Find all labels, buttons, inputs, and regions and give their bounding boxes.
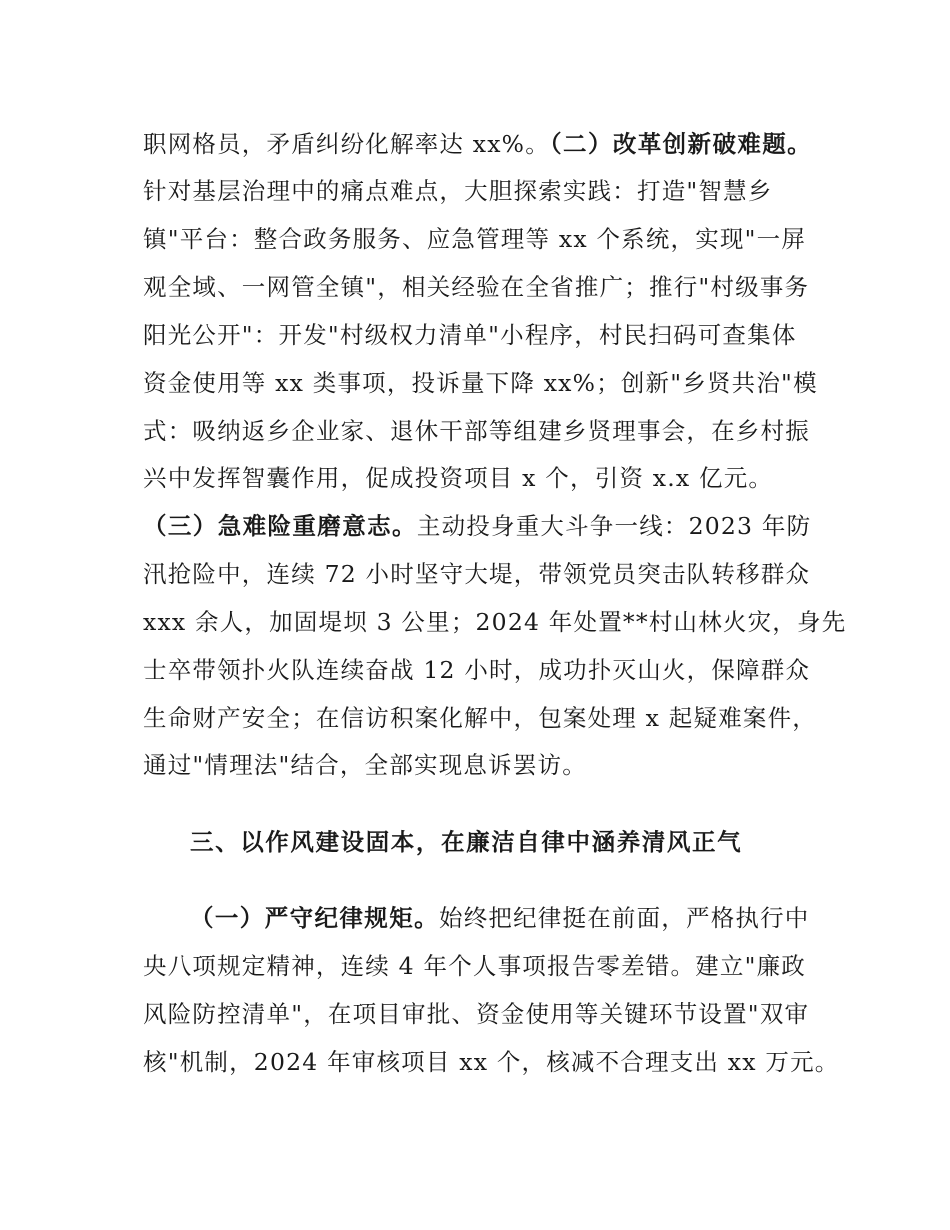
text-line-8 (143, 461, 773, 495)
subheading-inline: （一）严守纪律规矩。 (190, 904, 439, 932)
text-run: 资金使用等 xx 类事项，投诉量下降 xx%；创新"乡贤共治"模 (143, 369, 818, 397)
text-run: 兴中发挥智囊作用，促成投资项目 x 个，引资 x.x 亿元。 (143, 464, 774, 492)
text-line-5 (143, 318, 797, 352)
section-heading: 三、以作风建设固本，在廉洁自律中涵养清风正气 (190, 828, 743, 856)
text-run: xxx 余人，加固堤坝 3 公里；2024 年处置**村山林火灾，身先 (143, 608, 847, 636)
text-line-12 (143, 653, 810, 687)
text-run: 主动投身重大斗争一线：2023 年防 (416, 512, 812, 540)
text-line-10 (143, 557, 810, 591)
text-run: 针对基层治理中的痛点难点，大胆探索实践：打造"智慧乡 (143, 177, 773, 205)
text-line-6 (143, 366, 818, 400)
text-line-3 (143, 222, 806, 256)
text-line-11 (143, 605, 846, 639)
text-line-1 (143, 127, 812, 161)
text-run: 风险防控清单"，在项目审批、资金使用等关键环节设置"双审 (143, 1000, 810, 1028)
text-line-17 (143, 997, 809, 1031)
text-run: 职网格员，矛盾纠纷化解率达 xx%。 (143, 130, 550, 158)
text-run: 始终把纪律挺在前面，严格执行中 (439, 904, 810, 932)
text-line-7 (143, 414, 810, 448)
text-run: 镇"平台：整合政务服务、应急管理等 xx 个系统，实现"一屏 (143, 225, 807, 253)
text-line-9 (143, 509, 811, 543)
text-line-18 (143, 1045, 839, 1079)
subheading-inline: （二）改革创新破难题。 (549, 130, 813, 158)
text-run: 式：吸纳返乡企业家、退休干部等组建乡贤理事会，在乡村振 (143, 417, 810, 445)
text-line-13 (143, 701, 817, 735)
subheading-inline: （三）急难险重磨意志。 (143, 512, 417, 540)
text-run: 央八项规定精神，连续 4 年个人事项报告零差错。建立"廉政 (143, 952, 806, 980)
text-run: 士卒带领扑火队连续奋战 12 小时，成功扑灭山火，保障群众 (143, 656, 811, 684)
text-line-4 (143, 270, 809, 304)
text-run: 阳光公开"：开发"村级权力清单"小程序，村民扫码可查集体 (143, 321, 797, 349)
text-line-14 (143, 748, 587, 782)
text-run: 观全域、一网管全镇"，相关经验在全省推广；推行"村级事务 (143, 273, 810, 301)
text-line-16 (143, 949, 806, 983)
text-line-15 (190, 901, 810, 935)
text-run: 核"机制，2024 年审核项目 xx 个，核减不合理支出 xx 万元。 (143, 1048, 840, 1076)
text-run: 生命财产安全；在信访积案化解中，包案处理 x 起疑难案件， (143, 704, 817, 732)
text-run: 通过"情理法"结合，全部实现息诉罢访。 (143, 751, 587, 779)
text-run: 汛抢险中，连续 72 小时坚守大堤，带领党员突击队转移群众 (143, 560, 811, 588)
text-line-2 (143, 174, 773, 208)
